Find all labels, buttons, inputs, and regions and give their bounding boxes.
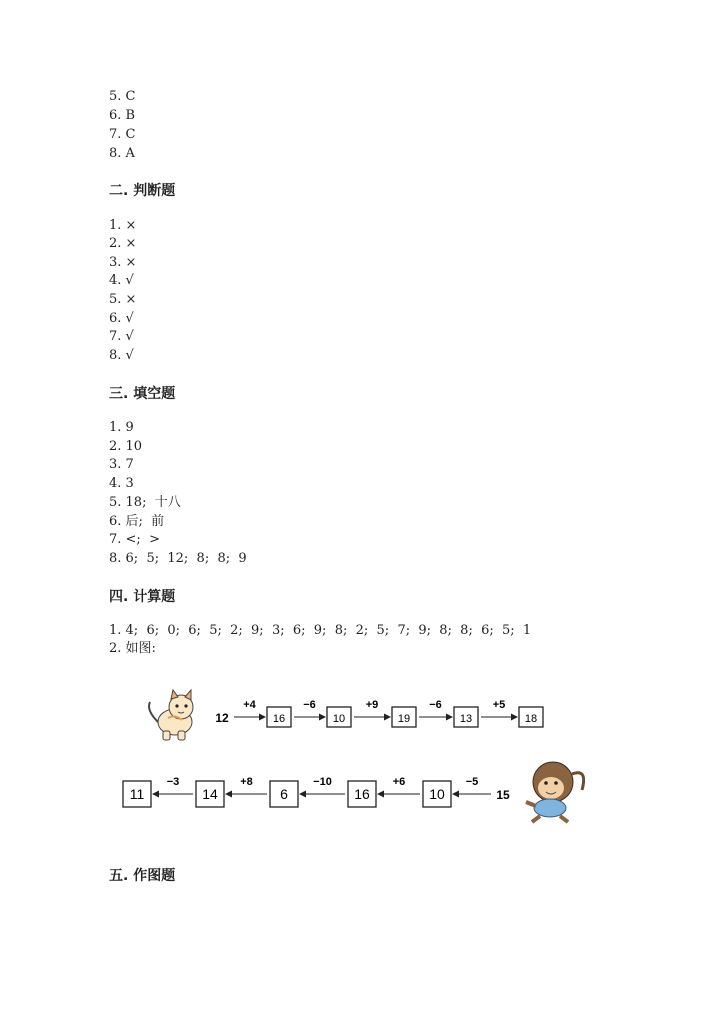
answer-line: 4. √ [109, 273, 134, 288]
answer-line: 8. √ [109, 348, 134, 363]
operation-label: +6 [392, 776, 406, 788]
answer-box-value: 18 [524, 713, 538, 725]
answer-line: 7. <; > [109, 532, 160, 547]
start-number: 15 [496, 788, 510, 802]
answer-line: 1. 9 [109, 420, 134, 435]
answer-line: 1. 4; 6; 0; 6; 5; 2; 9; 3; 6; 9; 8; 2; 5; 7; 9; 8; 8; 6; 5; 1 [109, 623, 532, 638]
answer-line: 2. × [109, 236, 137, 251]
answer-box-value: 16 [354, 786, 370, 802]
answer-line: 5. × [109, 292, 137, 307]
answer-box-value: 6 [280, 786, 288, 802]
answer-line: 4. 3 [109, 476, 134, 491]
section-heading: 二. 判断题 [109, 183, 176, 199]
operation-label: −6 [429, 699, 442, 711]
start-number: 12 [215, 711, 229, 725]
top-number-chain [215, 699, 543, 727]
answer-line: 2. 如图: [109, 641, 156, 656]
answer-line: 3. 7 [109, 457, 134, 472]
answer-box-value: 11 [129, 786, 145, 802]
operation-label: −5 [465, 776, 479, 788]
operation-label: −3 [166, 776, 180, 788]
answer-line: 6. B [109, 108, 136, 123]
operation-label: −6 [303, 699, 316, 711]
answer-line: 8. A [109, 146, 135, 161]
answer-line: 1. × [109, 218, 137, 233]
answer-box-value: 16 [272, 713, 286, 725]
answer-line: 6. √ [109, 311, 134, 326]
answer-line: 3. × [109, 255, 137, 270]
cat-illustration [149, 690, 193, 740]
answer-box-value: 10 [332, 713, 346, 725]
answer-line: 8. 6; 5; 12; 8; 8; 9 [109, 551, 247, 566]
answer-line: 5. C [109, 89, 136, 104]
section-heading: 四. 计算题 [109, 589, 176, 605]
section-heading: 三. 填空题 [109, 386, 176, 402]
operation-label: +9 [365, 699, 379, 711]
monkey-illustration [526, 762, 584, 822]
answer-line: 7. C [109, 127, 136, 142]
answer-box-value: 10 [429, 786, 445, 802]
answer-line: 6. 后; 前 [109, 514, 165, 529]
operation-label: −10 [313, 776, 332, 788]
answer-box-value: 19 [397, 713, 411, 725]
answer-box-value: 14 [202, 786, 218, 802]
answer-line: 2. 10 [109, 439, 143, 454]
bottom-number-chain [123, 776, 510, 807]
operation-label: +4 [243, 699, 256, 711]
answer-box-value: 13 [459, 713, 473, 725]
answer-line: 7. √ [109, 329, 134, 344]
answer-line: 5. 18; 十八 [109, 495, 181, 510]
section-heading: 五. 作图题 [109, 868, 176, 884]
operation-label: +8 [240, 776, 253, 788]
operation-label: +5 [492, 699, 506, 711]
